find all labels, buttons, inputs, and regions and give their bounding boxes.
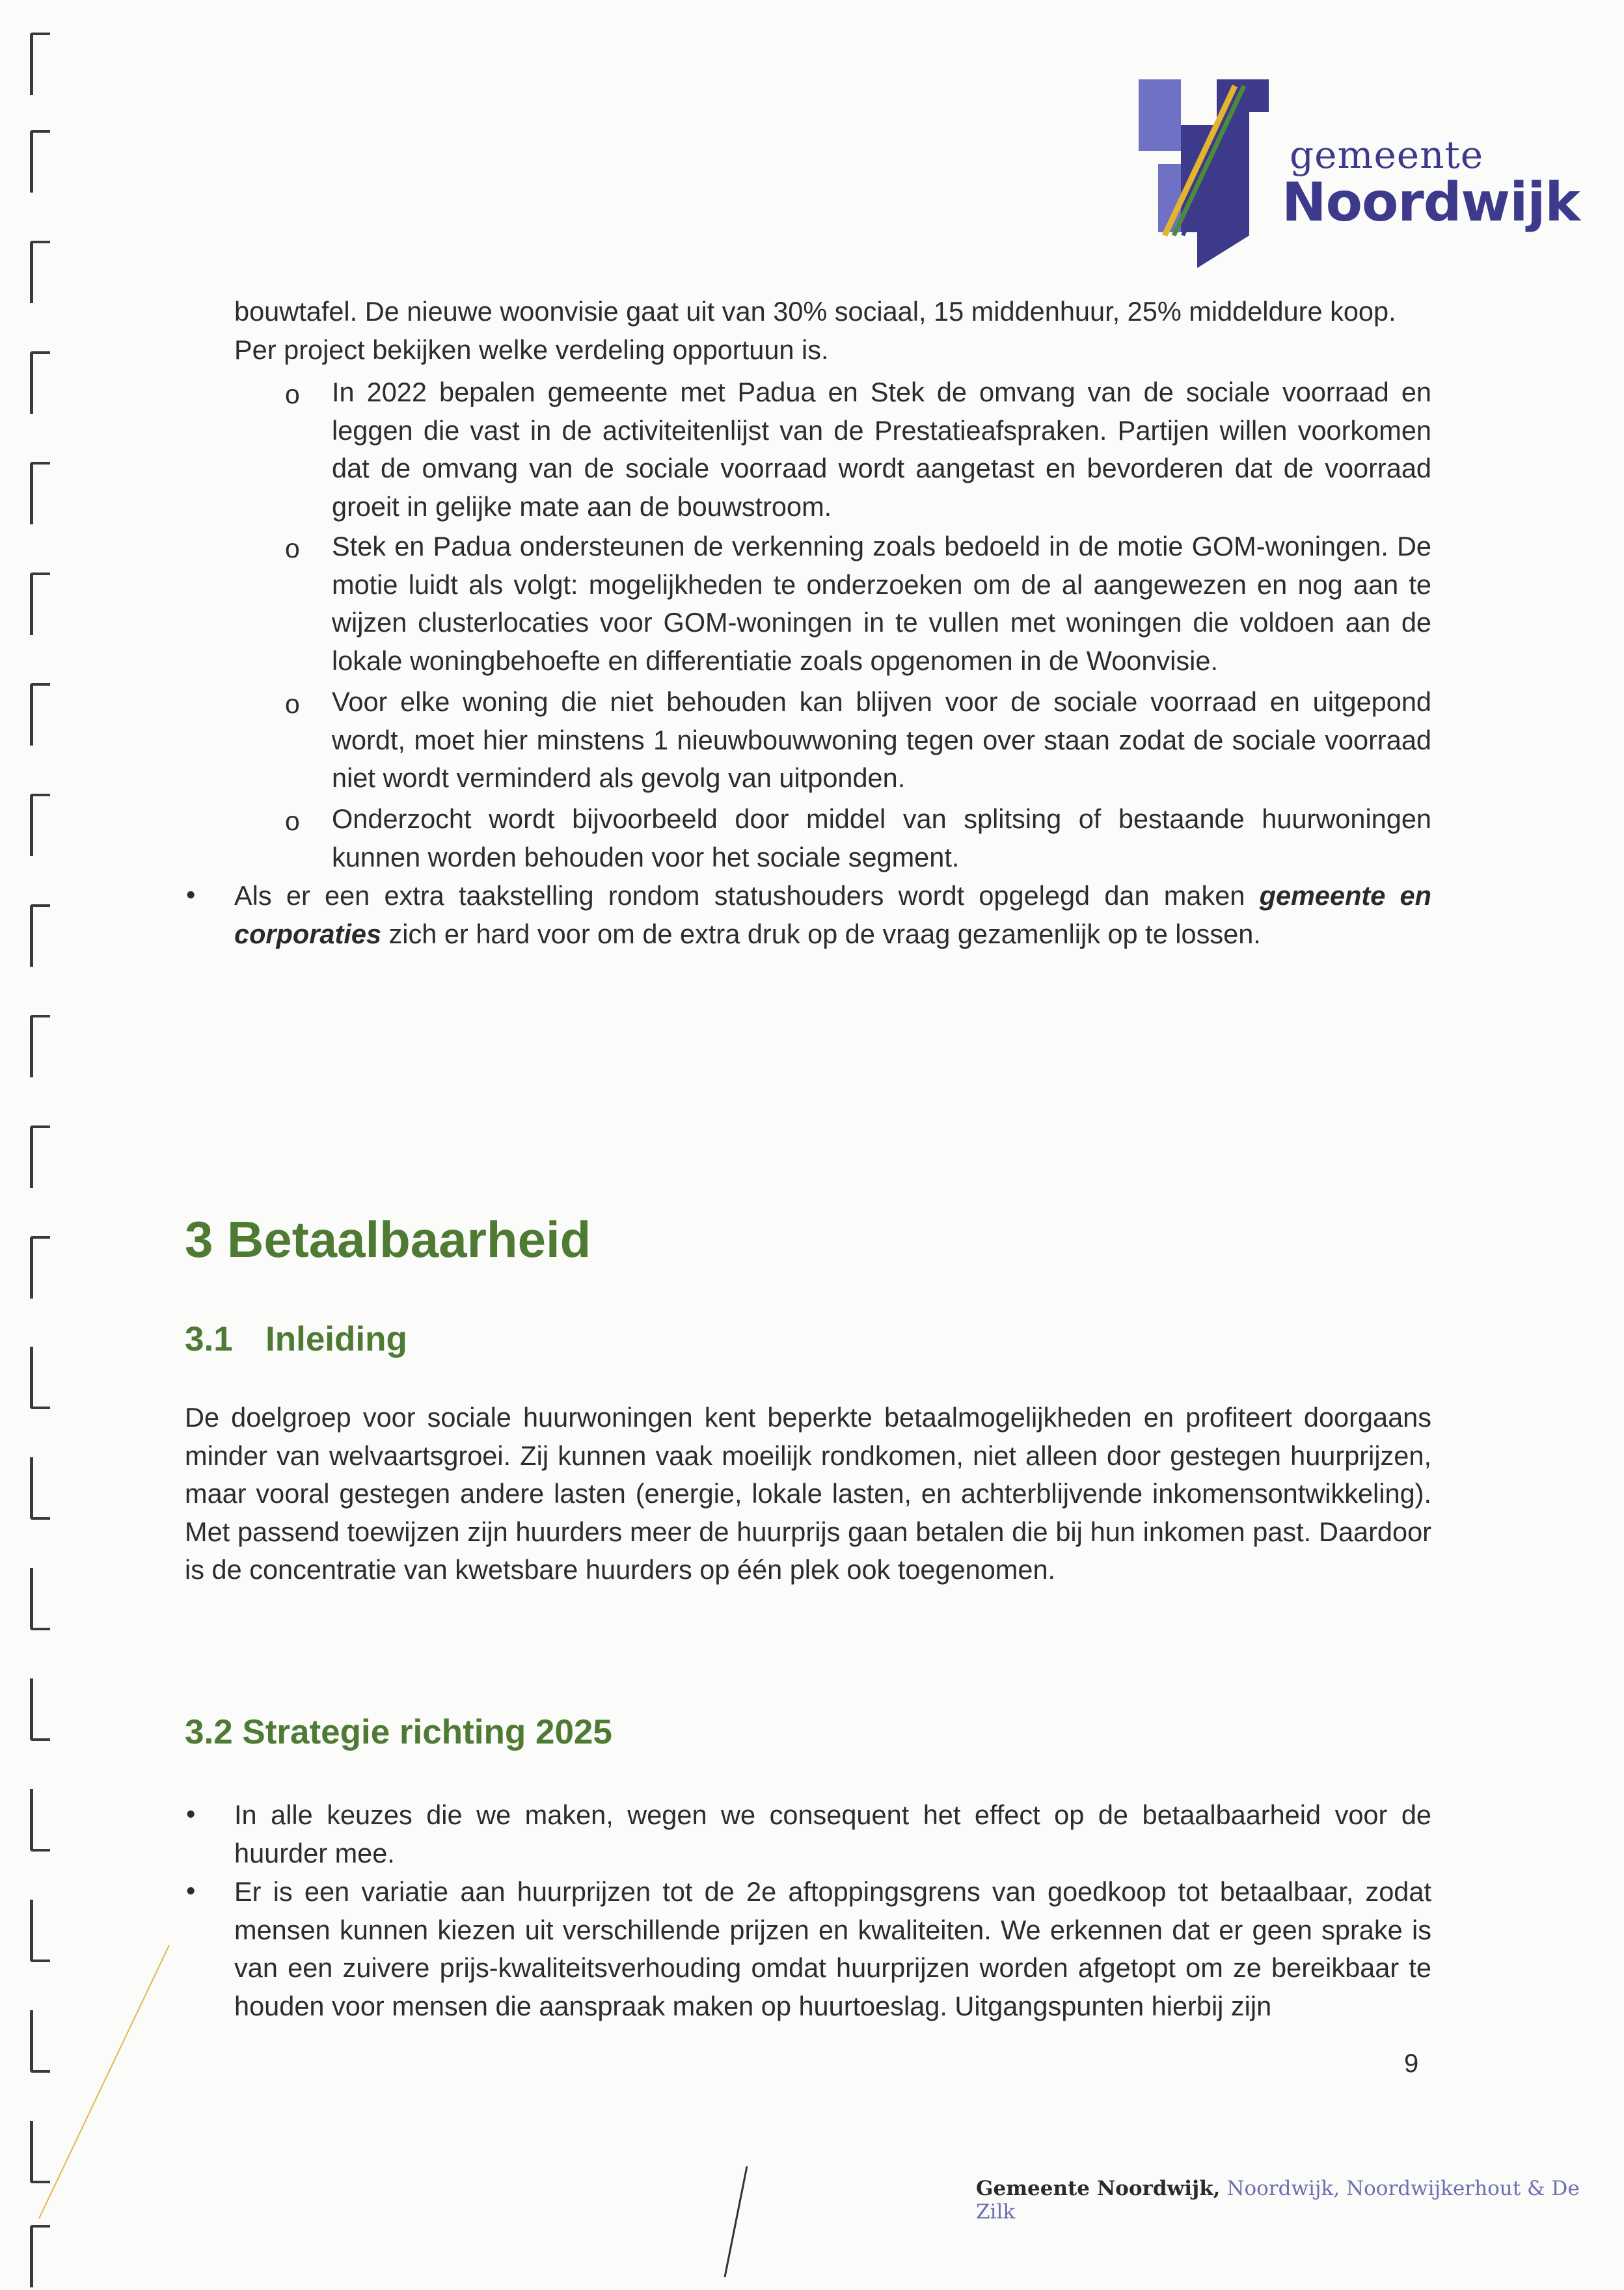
logo-gemeente-text: gemeente	[1290, 133, 1484, 177]
inleiding-paragraph: De doelgroep voor sociale huurwoningen kent beperkte betaalmogelijkheden en profiteert doorgaans minder van welvaartsgroei. Zij kunnen vaak moeilijk rondkomen, niet alleen door gestegen huurprijzen, maar vooral gestegen andere lasten (energie, lokale lasten, en achterblijvende inkomensontwikkeling). Met passend toewijzen zijn huurders meer de huurprijs gaan betalen die bij hun inkomen past. Daardoor is de concentratie van kwetsbare huurders op één plek ook toegenomen.	[185, 1402, 1431, 1585]
page-number: 9	[1404, 2049, 1419, 2078]
sub-bullet-text: In 2022 bepalen gemeente met Padua en Stek de omvang van de sociale voorraad en leggen die vast in de activiteitenlijst van de Prestatieafspraken. Partijen willen voorkomen dat de omvang van de sociale voorraad wordt aangetast en bevorderen dat de voorraad groeit in gelijke mate aan de bouwstroom.	[332, 377, 1431, 522]
binding-ring	[30, 1347, 50, 1409]
section-number: 3.1	[185, 1320, 233, 1358]
intro-line: Per project bekijken welke verdeling opportuun is.	[234, 334, 829, 365]
sub-bullet-marker: o	[285, 689, 300, 719]
bullet-text-before: Als er een extra taakstelling rondom statushouders wordt opgelegd dan maken	[234, 880, 1260, 911]
bullet-marker: •	[186, 1799, 196, 1829]
strategie-bullet-text: In alle keuzes die we maken, wegen we consequent het effect op de betaalbaarheid voor de huurder mee.	[234, 1799, 1431, 1868]
binding-ring	[30, 572, 50, 635]
binding-ring	[30, 462, 50, 524]
sub-bullet-text: Stek en Padua ondersteunen de verkenning zoals bedoeld in de motie GOM-woningen. De motie luidt als volgt: mogelijkheden te onderzoeken om de al aangewezen en nog aan te wijzen clusterlocaties voor GOM-woningen in te vullen met woningen die voldoen aan de lokale woningbehoefte en differentiatie zoals opgenomen in de Woonvisie.	[332, 531, 1431, 676]
binding-ring	[30, 1125, 50, 1188]
binding-ring	[30, 1568, 50, 1630]
scan-line-mark	[26, 1939, 182, 2225]
strategie-bullet-text: Er is een variatie aan huurprijzen tot de 2e aftoppingsgrens van goedkoop tot betaalbaar, zodat mensen kunnen kiezen uit verschillende prijzen en kwaliteiten. We erkennen dat er geen sprake is van een zuivere prijs-kwaliteitsverhouding omdat huurprijzen worden afgetopt om ze bereikbaar te houden voor mensen die aanspraak maken op huurtoeslag. Uitgangspunten hierbij zijn	[234, 1876, 1431, 2021]
binding-ring	[30, 2225, 50, 2287]
logo-noordwijk-text: Noordwijk	[1282, 172, 1580, 234]
binding-ring	[30, 794, 50, 856]
section-heading-strategie: 3.2 Strategie richting 2025	[185, 1713, 612, 1751]
section-heading-inleiding	[185, 1319, 407, 1359]
sub-bullet-marker: o	[285, 379, 300, 409]
chapter-title: 3 Betaalbaarheid	[185, 1211, 591, 1268]
gemeente-noordwijk-logo	[1119, 73, 1580, 281]
bullet-marker: •	[186, 880, 196, 909]
intro-line: bouwtafel. De nieuwe woonvisie gaat uit van 30% sociaal, 15 middenhuur, 25% middeldure koop.	[234, 296, 1396, 327]
binding-ring	[30, 1789, 50, 1852]
sub-bullet-text: Voor elke woning die niet behouden kan blijven voor de sociale voorraad en uitgepond wordt, moet hier minstens 1 nieuwbouwwoning tegen over staan zodat de sociale voorraad niet wordt verminderd als gevolg van uitponden.	[332, 686, 1431, 793]
section-title: Inleiding	[265, 1320, 407, 1358]
footer	[976, 2177, 1624, 2224]
footer-org: Gemeente Noordwijk,	[976, 2177, 1221, 2200]
binding-ring	[30, 33, 50, 95]
binding-ring	[30, 351, 50, 414]
sub-bullet-marker: o	[285, 533, 300, 563]
binding-ring	[30, 1015, 50, 1077]
bullet-marker: •	[186, 1876, 196, 1906]
bullet-text-after: zich er hard voor om de extra druk op de vraag gezamenlijk op te lossen.	[381, 918, 1261, 949]
binding-ring	[30, 1457, 50, 1520]
sub-bullet-marker: o	[285, 806, 300, 836]
binding-ring	[30, 683, 50, 746]
binding-ring	[30, 1236, 50, 1299]
binding-ring	[30, 241, 50, 303]
intro-paragraph	[234, 293, 1431, 369]
binding-ring	[30, 1678, 50, 1741]
bullet-emphasis: gemeente en corporaties	[234, 880, 1431, 949]
sub-bullet-text: Onderzocht wordt bijvoorbeeld door middel van splitsing of bestaande huurwoningen kunnen worden behouden voor het sociale segment.	[332, 803, 1431, 872]
scan-stroke-mark	[716, 2160, 755, 2283]
noordwijk-emblem-icon	[1119, 73, 1288, 275]
statushouders-bullet-text	[234, 877, 1431, 953]
binding-ring	[30, 904, 50, 967]
binding-ring	[30, 130, 50, 193]
footer-places: Noordwijk, Noordwijkerhout & De Zilk	[976, 2177, 1580, 2224]
